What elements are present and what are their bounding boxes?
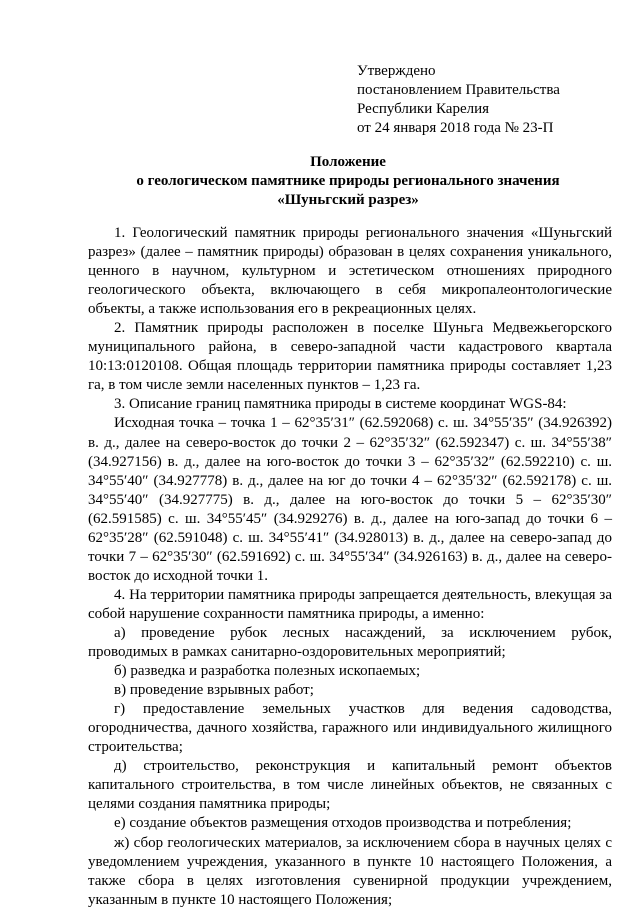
paragraph-1: 1. Геологический памятник природы регионального значения «Шуньгский разрез» (далее – памятник природы) образован в целях сохранения уникального, ценного в научном, культурном и эстетическом отношениях природного геологического объекта, включающего в себя микропалеонтологические объекты, а также использования его в рекреационных целях. xyxy=(88,225,612,318)
approval-line: от 24 января 2018 года № 23-П xyxy=(357,120,554,136)
approval-line: постановлением Правительства xyxy=(357,82,560,98)
document-body xyxy=(88,224,612,910)
list-item-zh: ж) сбор геологических материалов, за исключением сбора в научных целях с уведомлением учреждения, указанного в пункте 10 настоящего Положения, а также сбора в целях изготовления сувенирной продукции учреждением, указанным в пункте 10 настоящего Положения; xyxy=(88,834,612,908)
paragraph-4: 4. На территории памятника природы запрещается деятельность, влекущая за собой нарушение сохранности памятника природы, а именно: xyxy=(88,586,612,622)
title-line: о геологическом памятнике природы регионального значения xyxy=(136,173,560,189)
paragraph-coordinates: Исходная точка – точка 1 – 62°35′31″ (62.592068) с. ш. 34°55′35″ (34.926392) в. д., далее на северо-восток до точки 2 – 62°35′32″ (62.592347) с. ш. 34°55′38″ (34.927156) в. д., далее на юго-восток до точки 3 – 62°35′32″ (62.592210) с. ш. 34°55′40″ (34.927778) в. д., далее на юг до точки 4 – 62°35′32″ (62.592178) с. ш. 34°55′40″ (34.927775) в. д., далее на юго-восток до точки 5 – 62°35′30″ (62.591585) с. ш. 34°55′45″ (34.929276) в. д., далее на юго-запад до точки 6 – 62°35′28″ (62.591048) с. ш. 34°55′41″ (34.928013) в. д., далее на северо-запад до точки 7 – 62°35′30″ (62.591692) с. ш. 34°55′34″ (34.926163) в. д., далее на северо-восток до исходной точки 1. xyxy=(88,415,612,584)
list-item-g: г) предоставление земельных участков для ведения садоводства, огородничества, дачного хозяйства, гаражного или индивидуального жилищного строительства; xyxy=(88,701,612,756)
list-item-e: е) создание объектов размещения отходов производства и потребления; xyxy=(114,815,572,832)
list-item-d: д) строительство, реконструкция и капитальный ремонт объектов капитального строительства, в том числе линейных объектов, не связанных с целями создания памятника природы; xyxy=(88,758,612,813)
list-item-a: а) проведение рубок лесных насаждений, за исключением рубок, проводимых в рамках санитарно-оздоровительных мероприятий; xyxy=(88,624,612,661)
approval-stamp xyxy=(357,62,617,138)
approval-line: Республики Карелия xyxy=(357,101,490,117)
list-item-b: б) разведка и разработка полезных ископаемых; xyxy=(114,663,421,680)
document-title xyxy=(80,153,616,210)
approval-line: Утверждено xyxy=(357,63,436,79)
list-item-v: в) проведение взрывных работ; xyxy=(114,682,314,699)
title-line: Положение xyxy=(310,154,386,170)
paragraph-3: 3. Описание границ памятника природы в системе координат WGS-84: xyxy=(114,396,567,413)
title-line: «Шуньгский разрез» xyxy=(277,192,419,208)
paragraph-2: 2. Памятник природы расположен в поселке Шуньга Медвежьегорского муниципального района, в северо-западной части кадастрового квартала 10:13:0120108. Общая площадь территории памятника природы составляет 1,23 га, в том числе земли населенных пунктов – 1,23 га. xyxy=(88,320,612,394)
